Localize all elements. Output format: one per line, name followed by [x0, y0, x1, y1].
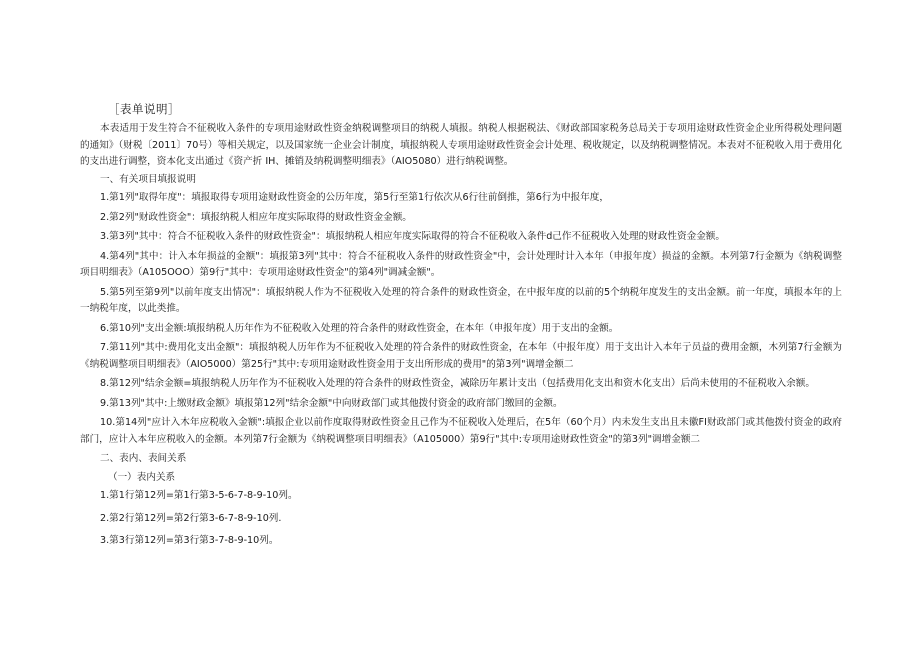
instruction-item: 10.第14列"应计入木年应税收入金额":填报企业以前作度取得财政性资金且己作为不征税收入处理后，在5年（60个月）内未发生支出且未徽FI财政部门或其他拨付资金的政府部门，应计入本年应税收入的金额。本列第7行金额为《纳税调整项目明细表》（A105000）第9行"其中:专项用途财政性资金"的第3列"调增金额二: [80, 417, 842, 445]
intro-paragraph: 本表适用于发生符合不征税收入条件的专项用途财政性资金纳税调整项目的纳税人填报。纳税人根据税法、《财政部国家税务总局关于专项用途财政性资金企业所得税处理问题的通知》（财税〔2011〕70号）等相关规定，以及国家统一企业会计制度，填报纳税人专项用途财政性资金会计处理、税收规定，以及纳税调整情况。本表对不征税收入用于费用化的支出进行调整，资本化支出通过《资产折 IH、摊销及纳税调整明细表》（AIO5080）进行纳税调整。: [80, 123, 842, 167]
instruction-item: 3.第3列"其中：符合不征税收入条件的财政性资金"：填报纳税人相应年度实际取得的符合不征税收入条件d己作不征税收入处理的财政性资金金额。: [100, 231, 725, 242]
instruction-item: 8.第12列"结余金额=填报纳税人历年作为不征税收入处理的符合条件的财政性资金，减除历年累计支出（包括费用化支出和资木化支出）后尚未使用的不征税收入余额。: [100, 378, 815, 389]
section-heading-relations: 二、表内、表间关系: [100, 453, 187, 464]
document-body: [80, 100, 842, 556]
instruction-item: 1.第1列"取得年度"：填报取得专项用途财政性资金的公历年度，第5行至第1行依次从6行往前倒推，第6行为中报年度，: [100, 192, 609, 203]
form-instructions-title: ［表单说明］: [108, 102, 180, 116]
instruction-item: 4.第4列"其中：计入本年损益的金额"：填报第3列"其中：符合不征税收入条件的财政性资金"中，会计处理时计入本年（申报年度）损益的金额。本列第7行金额为《纳税调整项目明细表》（A105OOO）第9行"其中：专项用途财政性资金"的第4列"调减金额"。: [80, 250, 842, 278]
relation-item: 1.第1行第12列=第1行第3-5-6-7-8-9-10列。: [100, 490, 298, 501]
instruction-item: 6.第10列"支出金额:填报纳税人历年作为不征税收入处理的符合条件的财政性资金，在本年（申报年度）用于支出的金额。: [100, 322, 619, 334]
instruction-item: 2.第2列"财政性资金"：填报纳税人相应年度实际取得的财政性资金金额。: [100, 211, 412, 223]
instruction-item: 9.第13列"其中:上缴财政金额》填报第12列"结余金额"中向财政部门或其他拨付资金的政府部门缴回的金额。: [100, 397, 563, 409]
relation-item: 2.第2行第12列=第2行第3-6-7-8-9-10列.: [100, 512, 282, 524]
subsection-heading-internal-relations: （一）表内关系: [108, 471, 176, 483]
section-heading-item-instructions: 一、有关项目填报说明: [100, 173, 196, 185]
relation-item: 3.第3行第12列=第3行第3-7-8-9-10列。: [100, 535, 279, 546]
instruction-item: 5.第5列至第9列"以前年度支出情况"：填报纳税人作为不征税收入处理的符合条件的财政性资金，在中报年度的以前的5个纳税年度发生的支出金额。前一年度，填报本年的上一纳税年度，以此类推。: [80, 286, 842, 314]
instruction-item: 7.第11列"其中:费用化支出金额"：填报纳税人历年作为不征税收入处理的符合条件的财政性资金，在本年（中报年度）用于支出计入本年亍员益的费用金额，木列第7行金额为《纳税调整项目明细表》（AIO5000）第25行"其中:专项用途财政性资金用于支出所形成的费用"的第3列"调增金额二: [80, 342, 842, 370]
